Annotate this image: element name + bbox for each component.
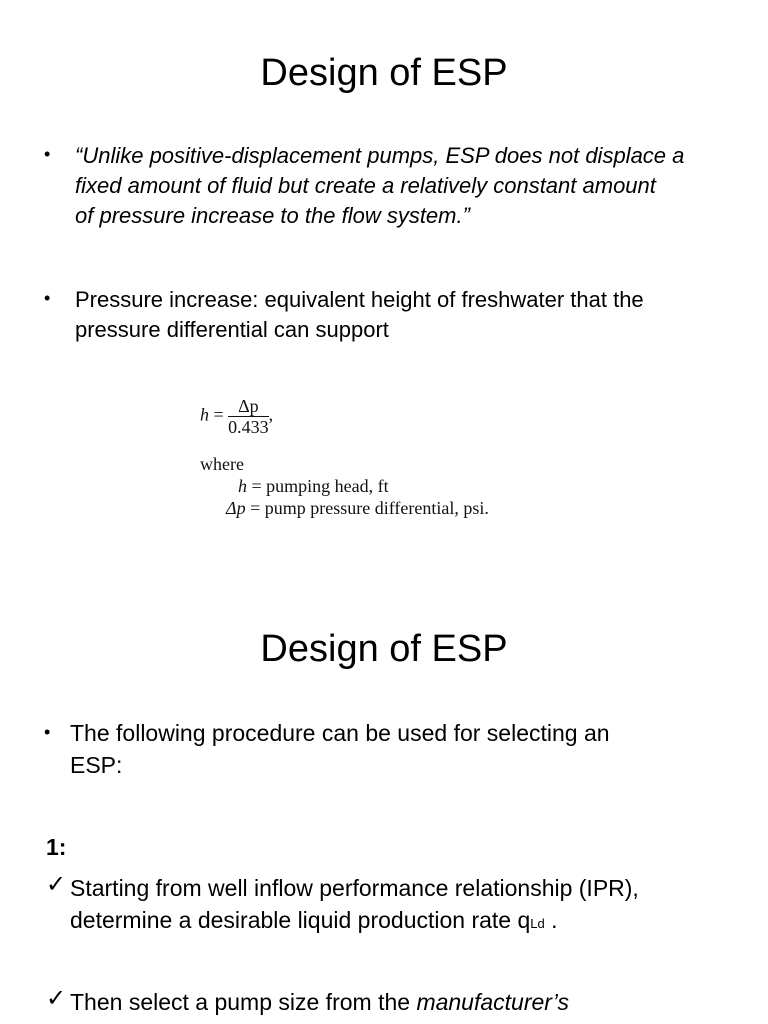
quote-line-2: fixed amount of fluid but create a relatively constant amount — [75, 173, 656, 198]
formula-numerator: Δp — [228, 396, 269, 417]
formula-where: where — [200, 454, 244, 474]
pressure-line-1: Pressure increase: equivalent height of freshwater that the — [75, 287, 644, 312]
step-1-line-2 — [70, 904, 639, 940]
step-label: 1: — [46, 834, 67, 860]
procedure-line-2: ESP: — [70, 752, 123, 778]
step-2-paragraph — [70, 986, 569, 1018]
step-1-line-2-end: . — [544, 907, 558, 933]
bullet-dot: • — [44, 722, 51, 742]
quote-line-3: of pressure increase to the flow system.” — [75, 203, 470, 228]
step-1-paragraph — [70, 872, 639, 940]
formula-def-2 — [226, 498, 489, 519]
pressure-line-2: pressure differential can support — [75, 317, 389, 342]
formula-fraction — [228, 396, 269, 437]
formula-lhs: h — [200, 404, 209, 425]
formula-def-1 — [238, 476, 389, 497]
def-1-symbol: h — [238, 476, 247, 496]
formula-denominator: 0.433 — [228, 417, 269, 437]
slide-1-title: Design of ESP — [260, 52, 508, 94]
formula-equals: = — [213, 404, 224, 425]
bullet-dot: • — [44, 288, 51, 308]
pressure-paragraph — [75, 285, 644, 345]
def-2-text: = pump pressure differential, psi. — [250, 498, 489, 518]
rate-subscript: Ld — [530, 916, 545, 931]
head-formula — [200, 396, 273, 437]
step-1-line-2-text: determine a desirable liquid production rate q — [70, 907, 531, 933]
slide-2-title: Design of ESP — [260, 628, 508, 670]
quote-line-1: “Unlike positive-displacement pumps, ESP does not displace a — [75, 143, 685, 168]
step-2-italic: manufacturer’s — [416, 989, 569, 1015]
def-1-text: = pumping head, ft — [251, 476, 389, 496]
formula-trailing: , — [268, 404, 274, 425]
bullet-dot: • — [44, 144, 51, 164]
checkmark-icon: ✓ — [46, 985, 67, 1012]
procedure-line-1: The following procedure can be used for selecting an — [70, 720, 610, 746]
step-1-line-1: Starting from well inflow performance relationship (IPR), — [70, 875, 639, 901]
procedure-paragraph — [70, 717, 610, 781]
def-2-symbol: Δp — [226, 498, 246, 518]
quote-paragraph — [75, 141, 684, 231]
checkmark-icon: ✓ — [46, 871, 67, 898]
step-2-prefix: Then select a pump size from the — [70, 989, 417, 1015]
